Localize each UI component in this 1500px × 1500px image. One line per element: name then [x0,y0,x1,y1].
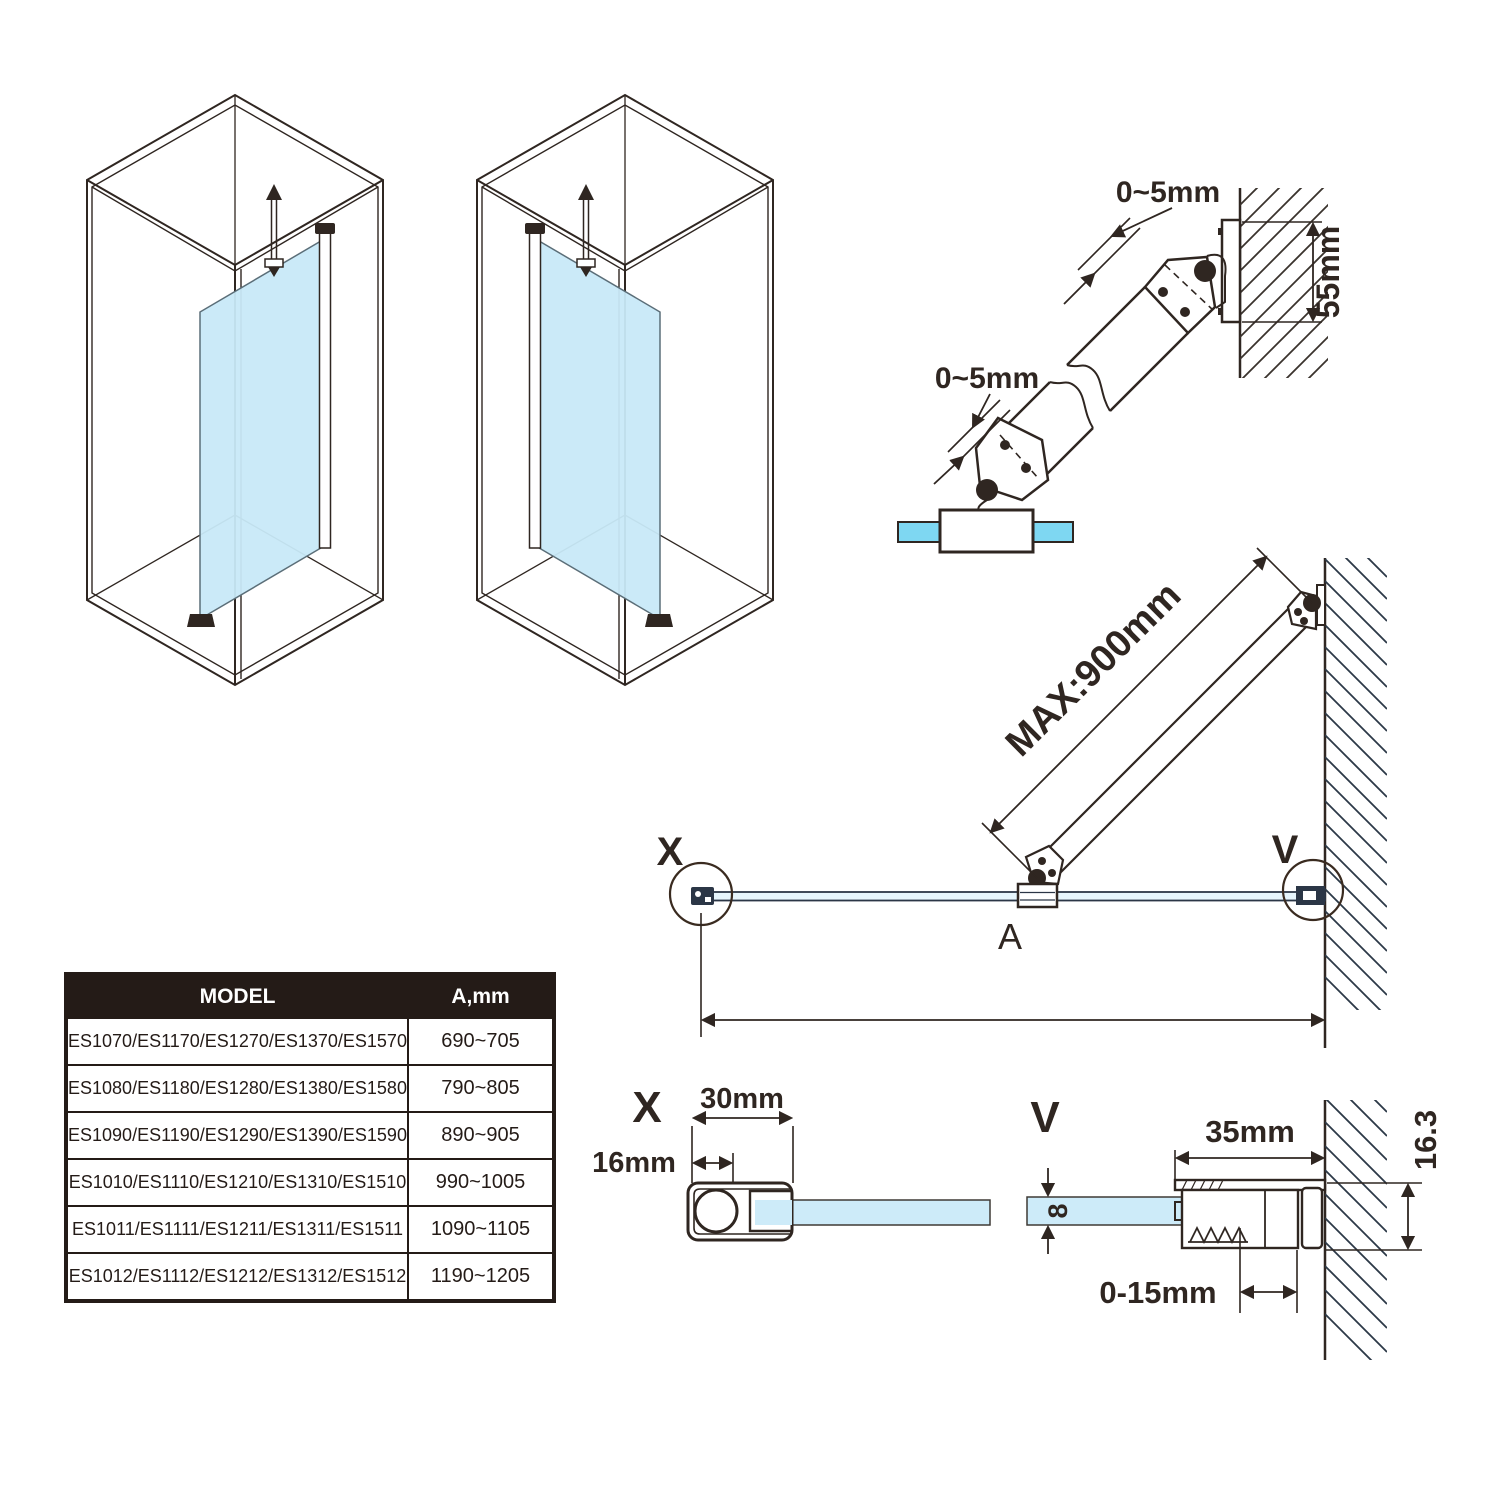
model-table [64,972,556,1303]
upper-bracket [1145,255,1226,333]
bracket-pin [1300,617,1308,625]
profile-wall-block [1302,1188,1322,1248]
wall-hatch [1325,1070,1387,1376]
model-cell: ES1070/ES1170/ES1270/ES1370/ES1570 [68,1019,409,1064]
table-row [68,1205,552,1252]
span-label: A [997,916,1023,957]
a-mm-cell: 690~705 [441,1030,520,1052]
a-mm-cell: 790~805 [441,1077,520,1099]
support-rod [272,197,277,266]
gap-arrow-1 [973,394,990,427]
glass-panel-plan [695,892,1325,901]
end-profile-x [691,887,714,905]
ref-v-label: V [1271,828,1299,872]
a-mm-cell: 1190~1205 [430,1265,531,1287]
detail-v-title: V [1030,1093,1060,1142]
ref-x-label: X [656,830,684,874]
wall-profile [1175,1180,1325,1248]
model-cell: ES1090/ES1190/ES1290/ES1390/ES1590 [68,1113,409,1158]
rod-bottom-fitting [265,259,283,267]
bracket-pivot [1194,260,1216,282]
header-a-mm: A,mm [451,984,510,1008]
bar-break-wave-1 [1067,365,1110,411]
section-details [590,1070,1470,1400]
plate-screw-top [1218,228,1223,235]
gap-top-label: 0~5mm [1115,176,1221,209]
x-bar-label: 16mm [592,1147,676,1179]
glass-edge-profile [320,232,331,548]
table-header-row [68,976,552,1017]
gap-bottom-label: 0~5mm [934,362,1040,395]
bracket-pin [1021,463,1031,473]
gap-arrow-1 [1112,208,1172,236]
bracket-pin [1000,440,1010,450]
end-cap-bore [695,891,701,897]
bracket-pin [1158,287,1168,297]
gap-arrow-2 [934,457,963,484]
model-cell: ES1011/ES1111/ES1211/ES1311/ES1511 [68,1207,409,1252]
bracket-pin [1048,869,1056,877]
wall-profile-slot [1303,891,1316,900]
bracket-pivot [976,479,998,501]
model-cell: ES1010/ES1110/ES1210/ES1310/ES1510 [68,1160,409,1205]
table-row [68,1017,552,1064]
table-row [68,1064,552,1111]
lower-bracket [976,418,1048,511]
support-bar-bracket-detail [850,150,1410,590]
glass-in-channel [755,1200,792,1225]
model-cell: ES1080/ES1180/ES1280/ES1380/ES1580 [68,1066,409,1111]
iso-view-left [87,95,383,685]
a-mm-cell: 890~905 [441,1124,520,1146]
rod-top-fitting [266,184,282,200]
table-row [68,1252,552,1299]
detail-v [1027,1070,1443,1376]
x-width-label: 30mm [700,1083,784,1115]
max-bar-label: MAX:900mm [997,574,1190,765]
v-height-label: 16.3 [1408,1109,1443,1171]
a-mm-cell: 1090~1105 [430,1218,531,1240]
plan-view [630,545,1460,1065]
model-cell: ES1012/ES1112/ES1212/ES1312/ES1512 [68,1254,409,1299]
bracket-pin [1180,307,1190,317]
detail-x-title: X [632,1083,662,1132]
glass-floor-foot [187,614,215,627]
end-profile-v [1296,886,1325,905]
header-model: MODEL [68,976,409,1017]
glass-right [1033,522,1073,542]
bracket-pin [1294,608,1302,616]
a-mm-cell: 990~1005 [435,1171,526,1193]
bracket-pin [1038,857,1046,865]
max-dim-arrow [991,557,1266,832]
glass-thickness-label: 8 [1043,1203,1073,1219]
glass-left [898,522,940,542]
wall-bracket [1288,592,1321,629]
glass-panel [200,238,326,619]
table-row [68,1158,552,1205]
gap-arrow-2 [1064,274,1094,304]
x-width-ext [692,1126,793,1183]
detail-x [592,1083,990,1240]
bar-break-wave-2 [1050,382,1093,428]
end-cap [691,887,714,905]
v-adjust-label: 0-15mm [1099,1275,1217,1310]
support-bar-section [695,1190,737,1232]
wall-depth-label: 55mm [1310,225,1346,319]
table-row [68,1111,552,1158]
plate-screw-bottom [1218,308,1223,315]
end-cap-slot [705,897,711,902]
glass-bracket [1026,846,1063,887]
v-width-label: 35mm [1205,1114,1295,1149]
glass-top-bracket [315,223,335,234]
center-clamp [1018,884,1057,907]
wall-hatch [1325,545,1387,1039]
